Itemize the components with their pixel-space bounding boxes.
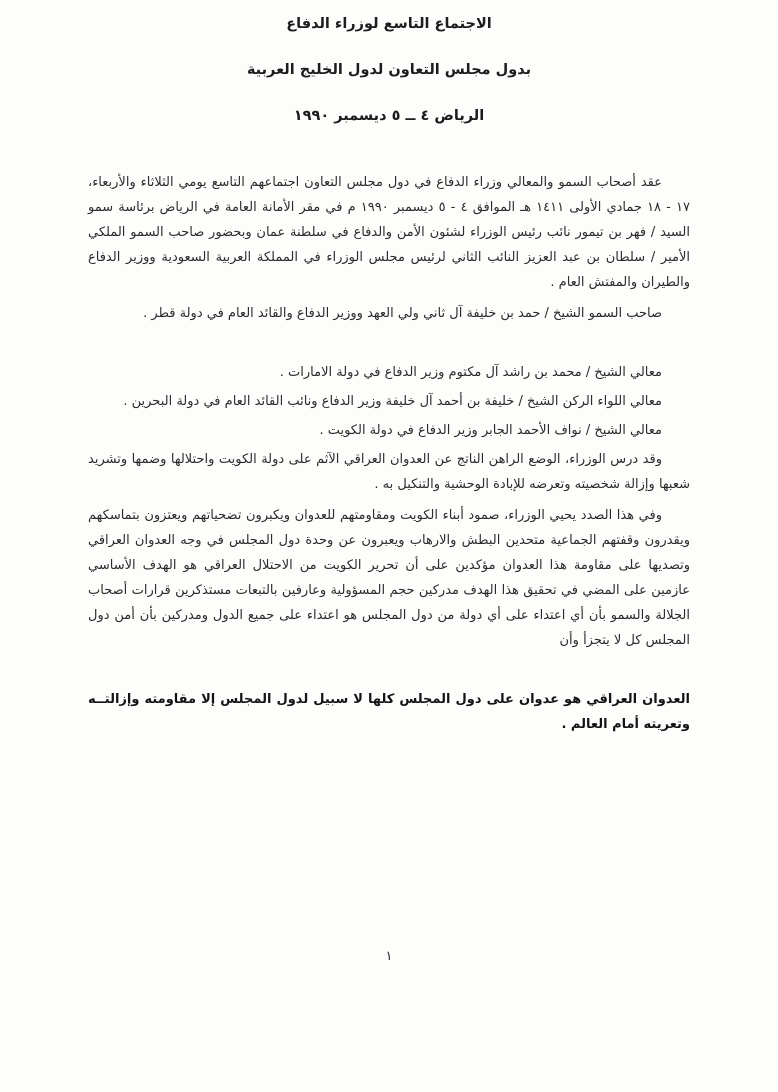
page-number: ١ <box>385 949 393 964</box>
document-title-line-1: الاجتماع التاسع لوزراء الدفاع <box>286 16 492 32</box>
document-title-line-2: بدول مجلس التعاون لدول الخليج العربية <box>246 62 532 78</box>
body-paragraph: معالي الشيخ / محمد بن راشد آل مكتوم وزير الدفاع في دولة الامارات . <box>279 365 662 380</box>
body-paragraph: معالي اللواء الركن الشيخ / خليفة بن أحمد آل خليفة وزير الدفاع ونائب القائد العام في دولة البحرين . <box>123 394 662 409</box>
document-title-line-3: الرياض ٤ ــ ٥ ديسمبر ١٩٩٠ <box>293 108 485 124</box>
body-paragraph: عقد أصحاب السمو والمعالي وزراء الدفاع في دول مجلس التعاون اجتماعهم التاسع يومي الثلاثاء والأربعاء، ١٧ - ١٨ جمادي الأولى ١٤١١ هـ الموافق ٤ - ٥ ديسمبر ١٩٩٠ م في مقر الأمانة العامة في الرياض برئاسة سمو السيد / فهر بن تيمور نائب رئيس الوزراء لشئون الأمن والدفاع في سلطنة عمان وبحضور صاحب السمو الملكي الأمير / سلطان بن عبد العزيز النائب الثاني لرئيس مجلس الوزراء في المملكة العربية السعودية ووزير الدفاع والطيران والمفتش العام . <box>88 175 690 290</box>
body-paragraph: وقد درس الوزراء، الوضع الراهن الناتج عن العدوان العراقي الآثم على دولة الكويت واحتلالها وضمها وتشريد شعبها وإزالة شخصيته وتعرضه للإبادة الوحشية والتنكيل به . <box>88 452 690 492</box>
body-paragraph: صاحب السمو الشيخ / حمد بن خليفة آل ثاني ولي العهد ووزير الدفاع والقائد العام في دولة قطر . <box>143 306 662 321</box>
body-paragraph-emphasis: العدوان العراقي هو عدوان على دول المجلس كلها لا سبيل لدول المجلس إلا مقاومته وإزالتــه وتعريته أمام العالم . <box>88 692 690 732</box>
body-paragraph: معالي الشيخ / نواف الأحمد الجابر وزير الدفاع في دولة الكويت . <box>319 423 662 438</box>
body-paragraph: وفي هذا الصدد يحيي الوزراء، صمود أبناء الكويت ومقاومتهم للعدوان ويكبرون تضحياتهم ويعتزون بتماسكهم ويقدرون وقفتهم الجماعية متحدين البطش والارهاب ويعبرون عن وحدة دول المجلس في وجه العدوان العراقي وتصديها على مقاومة هذا العدوان مؤكدين على أن تحرير الكويت من الاحتلال العراقي هو الهدف الأساسي عازمين على المضي في تحقيق هذا الهدف مدركين حجم المسؤولية وعارفين بالتبعات مستذكرين قرارات أصحاب الجلالة والسمو بأن أي اعتداء على أي دولة من دول المجلس هو اعتداء على جميع الدول ومدركين بأن أمن دول المجلس كل لا يتجزأ وأن <box>88 508 690 648</box>
